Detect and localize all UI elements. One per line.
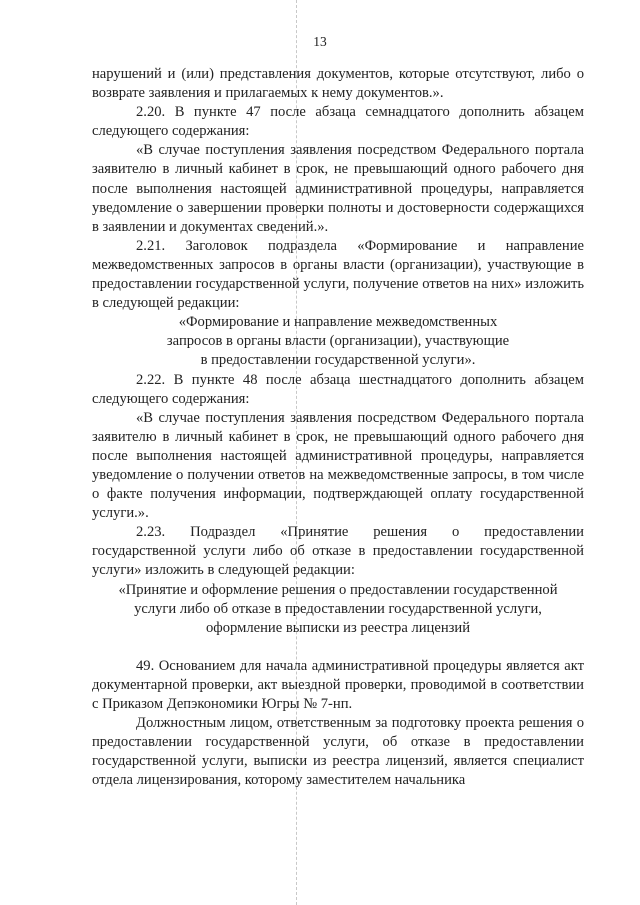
paragraph: Должностным лицом, ответственным за подготовку проекта решения о предоставлении государственной услуги, об отказе в предоставлении государственной услуги, выписки из реестра лицензий, является специалист отдела лицензирования, которому заместителем начальника — [92, 715, 584, 789]
spacer — [92, 638, 584, 657]
paragraph: 2.23. Подраздел «Принятие решения о предоставлении государственной услуги либо об отказе в предоставлении государственной услуги» изложить в следующей редакции: — [92, 524, 584, 579]
heading-line: услуги либо об отказе в предоставлении государственной услуги, — [134, 600, 542, 617]
heading-line: оформление выписки из реестра лицензий — [205, 619, 471, 636]
paragraph: нарушений и (или) представления документов, которые отсутствуют, либо о возврате заявления и прилагаемых к нему документов.». — [92, 66, 584, 102]
heading-line: «Формирование и направление межведомственных — [178, 314, 498, 331]
paragraph: «В случае поступления заявления посредством Федерального портала заявителю в личный кабинет в срок, не превышающий одного рабочего дня после выполнения настоящей административной процедуры, направляется уведомление о получении ответов на межведомственные запросы, в том числе о факте получения информации, подтверждающей оплату государственной услуги.». — [92, 409, 584, 522]
heading-line: запросов в органы власти (организации), участвующие — [166, 333, 510, 350]
paragraph: 2.22. В пункте 48 после абзаца шестнадцатого дополнить абзацем следующего содержания: — [92, 371, 584, 407]
page-number: 13 — [313, 34, 327, 49]
subsection-heading — [92, 313, 584, 370]
paragraph: «В случае поступления заявления посредством Федерального портала заявителю в личный кабинет в срок, не превышающий одного рабочего дня после выполнения настоящей административной процедуры, направляется уведомление о завершении проверки полноты и достоверности содержащихся в заявлении и документах сведений.». — [92, 142, 584, 235]
paragraph: 2.20. В пункте 47 после абзаца семнадцатого дополнить абзацем следующего содержания: — [92, 104, 584, 140]
document-body — [92, 65, 584, 790]
heading-line: «Принятие и оформление решения о предоставлении государственной — [118, 581, 558, 598]
subsection-heading — [92, 581, 584, 638]
heading-line: в предоставлении государственной услуги». — [200, 352, 476, 369]
paragraph: 49. Основанием для начала административной процедуры является акт документарной проверки, акт выездной проверки, проводимой в соответствии с Приказом Депэкономики Югры № 7-нп. — [92, 657, 584, 712]
paragraph: 2.21. Заголовок подраздела «Формирование и направление межведомственных запросов в органы власти (организации), участвующие в предоставлении государственной услуги, получение ответов на них» изложить в следующей редакции: — [92, 237, 584, 312]
